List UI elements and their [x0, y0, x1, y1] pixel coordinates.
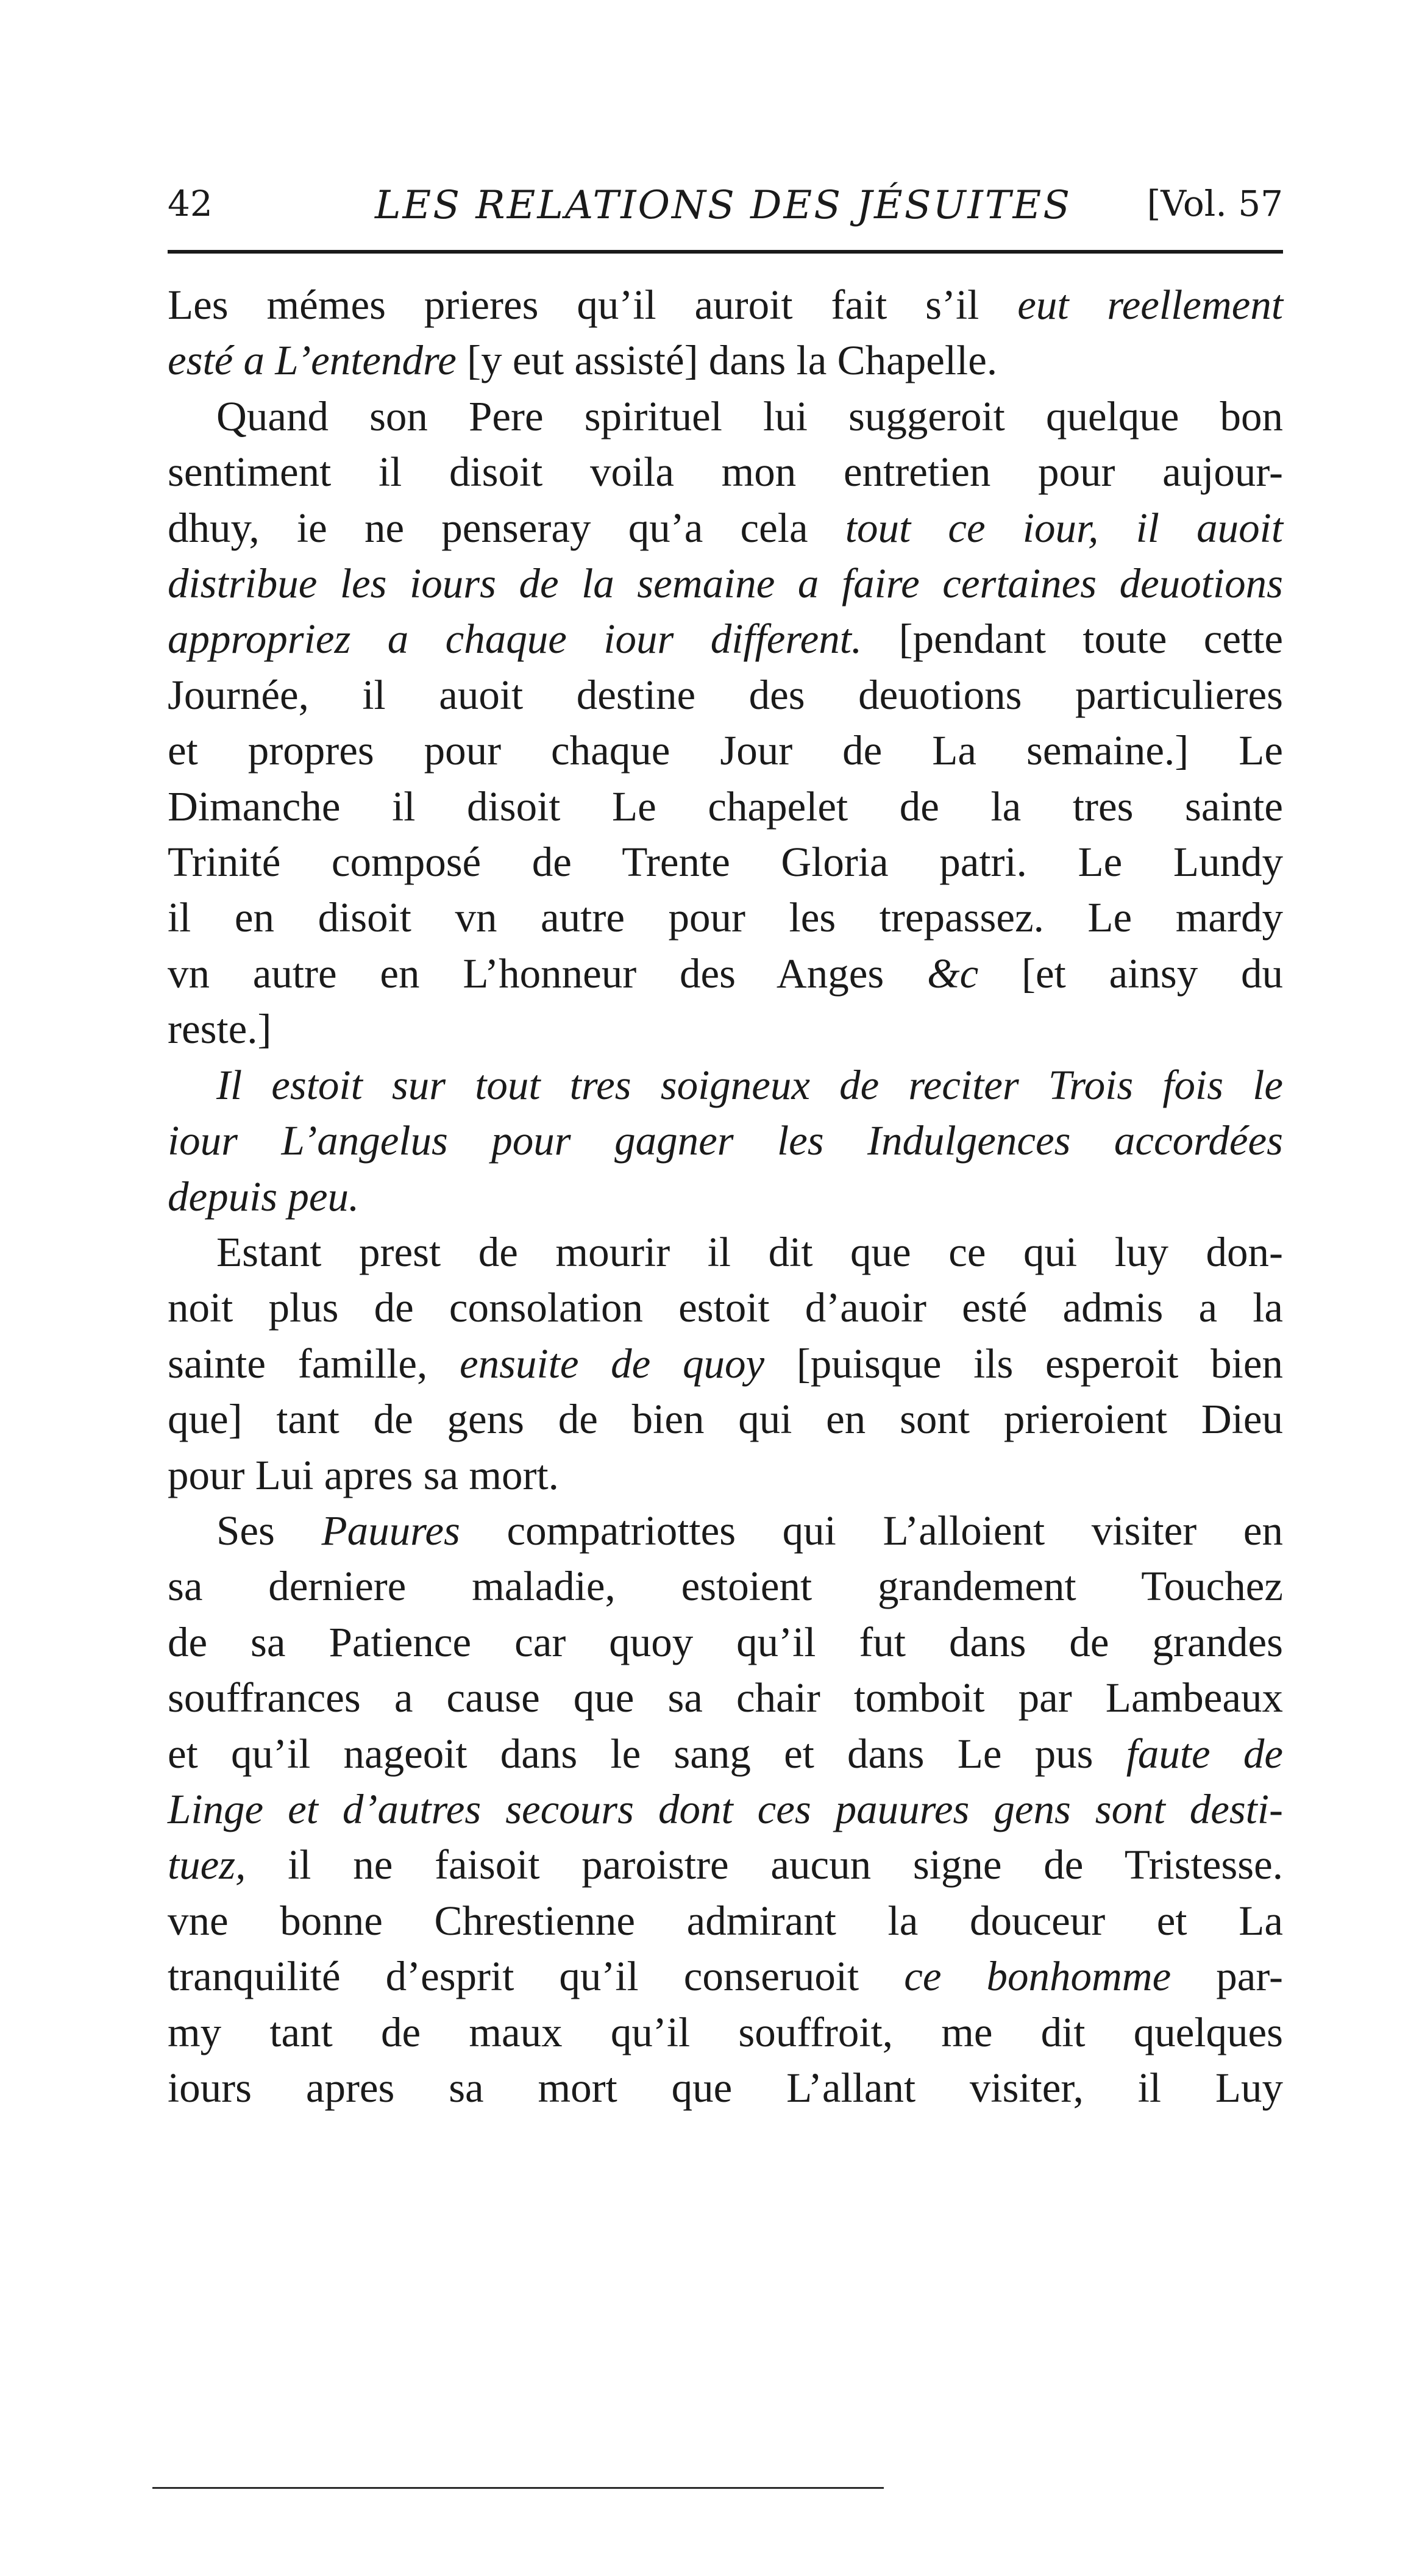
paragraph — [168, 389, 1283, 1058]
header-rule — [168, 250, 1283, 254]
running-title: LES RELATIONS DES JÉSUITES — [375, 183, 1072, 228]
paragraph — [168, 1503, 1283, 2116]
text-line: sentiment il disoit voila mon entretien pour aujour- — [168, 449, 1283, 496]
running-header — [168, 183, 1283, 232]
text-line: Journée, il auoit destine des deuotions particulieres — [168, 671, 1283, 718]
paragraph — [168, 1225, 1283, 1503]
text-line: iours apres sa mort que L’allant visiter, il Luy — [168, 2065, 1283, 2111]
paragraph — [168, 1058, 1283, 1225]
text-line: et qu’il nageoit dans le sang et dans Le pus faute de — [168, 1730, 1283, 1777]
text-line: de sa Patience car quoy qu’il fut dans de grandes — [168, 1618, 1283, 1665]
text-line: Estant prest de mourir il dit que ce qui luy don- — [216, 1228, 1283, 1275]
text-line: appropriez a chaque iour different. [pendant toute cette — [168, 616, 1283, 663]
text-line: tranquilité d’esprit qu’il conseruoit ce bonhomme par- — [168, 1953, 1283, 2000]
text-line: depuis peu. — [168, 1173, 360, 1220]
text-line: sainte famille, ensuite de quoy [puisque ils esperoit bien — [168, 1340, 1283, 1387]
text-line: my tant de maux qu’il souffroit, me dit quelques — [168, 2008, 1283, 2055]
text-line: Dimanche il disoit Le chapelet de la tres sainte — [168, 783, 1283, 830]
text-line: distribue les iours de la semaine a faire certaines deuotions — [168, 560, 1283, 607]
text-line: esté a L’entendre [y eut assisté] dans la Chapelle. — [168, 337, 998, 384]
text-line: et propres pour chaque Jour de La semaine.] Le — [168, 727, 1283, 774]
body-text — [168, 277, 1283, 2116]
text-line: tuez, il ne faisoit paroistre aucun signe de Tristesse. — [168, 1841, 1283, 1888]
text-line: noit plus de consolation estoit d’auoir esté admis a la — [168, 1284, 1283, 1331]
text-line: pour Lui apres sa mort. — [168, 1451, 559, 1498]
footer-rule — [152, 2487, 884, 2489]
text-line: reste.] — [168, 1006, 272, 1053]
volume-label: [Vol. 57 — [1146, 183, 1283, 224]
text-line: Quand son Pere spirituel lui suggeroit quelque bon — [216, 393, 1283, 439]
text-line: que] tant de gens de bien qui en sont prieroient Dieu — [168, 1396, 1283, 1443]
text-line: dhuy, ie ne penseray qu’a cela tout ce iour, il auoit — [168, 504, 1283, 551]
text-line: vne bonne Chrestienne admirant la douceur et La — [168, 1897, 1283, 1944]
page-number: 42 — [168, 183, 213, 224]
text-line: Linge et d’autres secours dont ces pauures gens sont desti- — [168, 1785, 1283, 1832]
text-line: Trinité composé de Trente Gloria patri. Le Lundy — [168, 839, 1283, 886]
text-line: Les mémes prieres qu’il auroit fait s’il eut reellement — [168, 282, 1283, 328]
text-line: Il estoit sur tout tres soigneux de reciter Trois fois le — [216, 1061, 1283, 1108]
text-line: iour L’angelus pour gagner les Indulgences accordées — [168, 1117, 1283, 1164]
paragraph — [168, 277, 1283, 389]
text-line: Ses Pauures compatriottes qui L’alloient visiter en — [216, 1507, 1283, 1554]
text-line: vn autre en L’honneur des Anges &c [et ainsy du — [168, 950, 1283, 997]
text-line: souffrances a cause que sa chair tomboit par Lambeaux — [168, 1674, 1283, 1721]
text-line: sa derniere maladie, estoient grandement Touchez — [168, 1563, 1283, 1610]
text-line: il en disoit vn autre pour les trepassez. Le mardy — [168, 894, 1283, 941]
